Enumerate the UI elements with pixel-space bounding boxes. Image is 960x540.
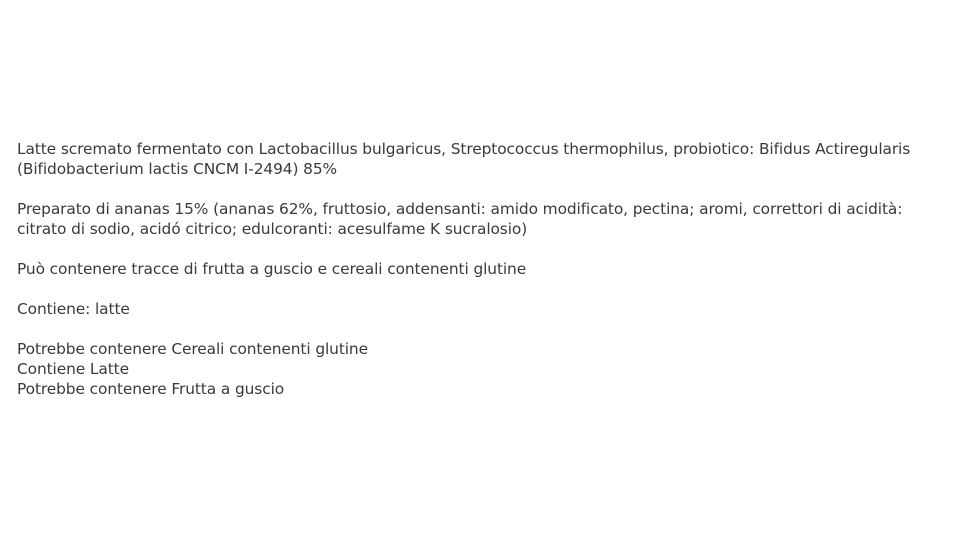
- ingredients-line: (Bifidobacterium lactis CNCM I-2494) 85%: [17, 160, 338, 178]
- allergen-item: Contiene Latte: [17, 360, 129, 378]
- traces-paragraph: [17, 259, 952, 279]
- ingredients-text-block: [17, 139, 952, 399]
- traces-note: Può contenere tracce di frutta a guscio e cereali contenenti glutine: [17, 260, 527, 278]
- ingredients-base-paragraph: [17, 139, 952, 179]
- allergen-item: Potrebbe contenere Cereali contenenti glutine: [17, 340, 368, 358]
- ingredients-line: Preparato di ananas 15% (ananas 62%, fruttosio, addensanti: amido modificato, pectina; aromi, correttori di acidità:: [17, 200, 903, 218]
- ingredients-line: citrato di sodio, acidó citrico; edulcoranti: acesulfame K sucralosio): [17, 220, 528, 238]
- ingredients-fruit-paragraph: [17, 199, 952, 239]
- contains-paragraph: [17, 299, 952, 319]
- contains-note: Contiene: latte: [17, 300, 130, 318]
- allergens-list: [17, 339, 952, 399]
- allergen-item: Potrebbe contenere Frutta a guscio: [17, 380, 285, 398]
- ingredients-line: Latte scremato fermentato con Lactobacillus bulgaricus, Streptococcus thermophilus, probiotico: Bifidus Actiregularis: [17, 140, 911, 158]
